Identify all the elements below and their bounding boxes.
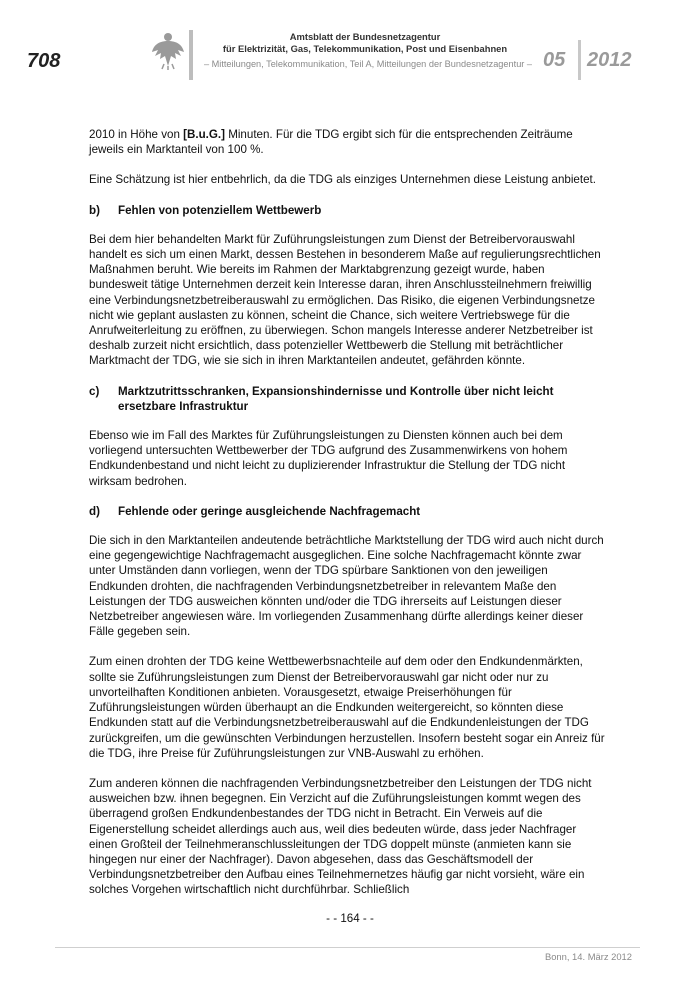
section-d-heading [89,504,605,519]
issue-number: 05 [543,49,566,71]
issue-year: 2012 [587,49,632,71]
section-d-label: d) [89,504,100,518]
redaction-marker: [B.u.G.] [183,128,225,141]
page-marker: - - 164 - - [326,912,374,925]
paragraph-1-text-b: Minuten. Für die TDG ergibt sich für die entsprechenden Zeiträume jeweils ein Marktanteil von 100 %. [89,128,573,157]
document-body [89,127,605,913]
paragraph-1 [89,127,605,157]
paragraph-1-text-a: 2010 in Höhe von [89,128,184,141]
page-header [0,0,700,100]
paragraph-7: Zum anderen können die nachfragenden Verbindungsnetzbetreiber den Leistungen der TDG nicht ausweichen bzw. ihnen begegnen. Ein Verzicht auf die Zuführungsleistungen kommt wegen des überragend großen Endkundenbestandes der TDG nicht in Betracht. Ein Verweis auf die Eigenerstellung scheidet allerdings auch aus, weil dies bedeuten würde, dass jeder Nachfrager einen Großteil der Teilnehmeranschlussleitungen der TDG doppelt münste (anmieten kann sie hingegen nur einer der Nachfrager). Davon abgesehen, dass das Geschäftsmodell der Verbindungsnetzbetreiber den Aufbau eines Teilnehmernetzes häufig gar nicht vorsieht, wäre ein solches Vorgehen wirtschaftlich nicht durchführbar. Schließlich [89,776,592,897]
section-c-heading [89,384,605,414]
paragraph-2: Eine Schätzung ist hier entbehrlich, da die TDG als einziges Unternehmen diese Leistung anbietet. [89,173,596,187]
paragraph-6: Zum einen drohten der TDG keine Wettbewerbsnachteile auf dem oder den Endkundenmärkten, sollte sie Zuführungsleistungen zum Dienst der Betreibervorauswahl gar nicht oder nur zu unvorteilhaften Konditionen anbieten. Vorausgesetzt, etwaige Preiserhöhungen für Zuführungsleistungen würden überhaupt an die Endkunden weitergereicht, so könnten diese Endkunden statt auf die Verbindungsnetzbetreiberauswahl auf die Endkundenleistungen der TDG zurückgreifen, um die gewünschten Verbindungen herzustellen. Insofern besteht sogar ein Anreiz für die TDG, ihre Preise für Zuführungsleistungen zur VNB-Auswahl zu erhöhen. [89,655,605,760]
section-b-title: Fehlen von potenziellem Wettbewerb [118,203,322,217]
section-b-label: b) [89,203,100,217]
federal-eagle-icon [150,30,186,70]
section-c-title: Marktzutrittsschranken, Expansionshindernisse und Kontrolle über nicht leicht ersetzbare Infrastruktur [118,384,554,413]
paragraph-3: Bei dem hier behandelten Markt für Zuführungsleistungen zum Dienst der Betreibervorauswahl handelt es sich um einen Markt, dessen Bestehen in besonderem Maße auf regulierungsrechtlichen Maßnahmen beruht. Wie bereits im Rahmen der Marktabgrenzung gezeigt wurde, haben bundesweit tätige Unternehmen derzeit kein Interesse daran, ihren Anschlussteilnehmern freiwillig eine Verbindungsnetzbetreiberauswahl zu ermöglichen. Das Risiko, die eigenen Verbindungsnetze nicht wie geplant auslasten zu können, scheint die Chance, sich weitere Vertriebswege für die Anrufweiterleitung zu eröffnen, zu überwiegen. Schon mangels Interesse anderer Netzbetreiber ist deshalb zurzeit nicht ersichtlich, dass potenzieller Wettbewerb die Stellung mit beträchtlicher Marktmacht der TDG, wie sie sich in ihren Marktanteilen andeutet, gefährden könnte. [89,232,601,368]
section-d-title: Fehlende oder geringe ausgleichende Nachfragemacht [118,504,421,518]
issue-divider [578,40,581,80]
journal-title [200,31,530,55]
journal-subtitle: – Mitteilungen, Telekommunikation, Teil A, Mitteilungen der Bundesnetzagentur – [203,59,533,69]
page-number: 708 [27,50,61,72]
journal-title-line2: für Elektrizität, Gas, Telekommunikation, Post und Eisenbahnen [222,43,508,54]
paragraph-4: Ebenso wie im Fall des Marktes für Zuführungsleistungen zu Diensten können auch bei dem vorliegend untersuchten Wettbewerber der TDG aufgrund des Zusammenwirkens von hohem Endkundenbestand und nicht leicht zu duplizierender Infrastruktur die Stellung der TDG nicht wirksam bedrohen. [89,429,568,488]
section-b-heading [89,203,605,218]
footer-divider [55,947,640,948]
paragraph-5: Die sich in den Marktanteilen andeutende beträchtliche Marktstellung der TDG wird auch nicht durch eine gegengewichtige Nachfragemacht ausgeglichen. Eine solche Nachfragemacht könnte zwar unter Umständen dann vorliegen, wenn der TDG spürbare Sanktionen von den jeweiligen Endkunden drohten, die nachfragenden Verbindungsnetzbetreiber in relevantem Maße den Leistungen der TDG ausweichen könnten und/oder die TDG ihrerseits auf Leistungen dieser Netzbetreiber angewiesen wäre. Im vorliegenden Zusammenhang dürfte allerdings keiner dieser Fälle gegeben sein. [89,534,604,639]
section-c-label: c) [89,384,100,398]
journal-title-line1: Amtsblatt der Bundesnetzagentur [289,31,441,42]
header-divider [189,30,193,80]
place-date: Bonn, 14. März 2012 [544,951,632,962]
